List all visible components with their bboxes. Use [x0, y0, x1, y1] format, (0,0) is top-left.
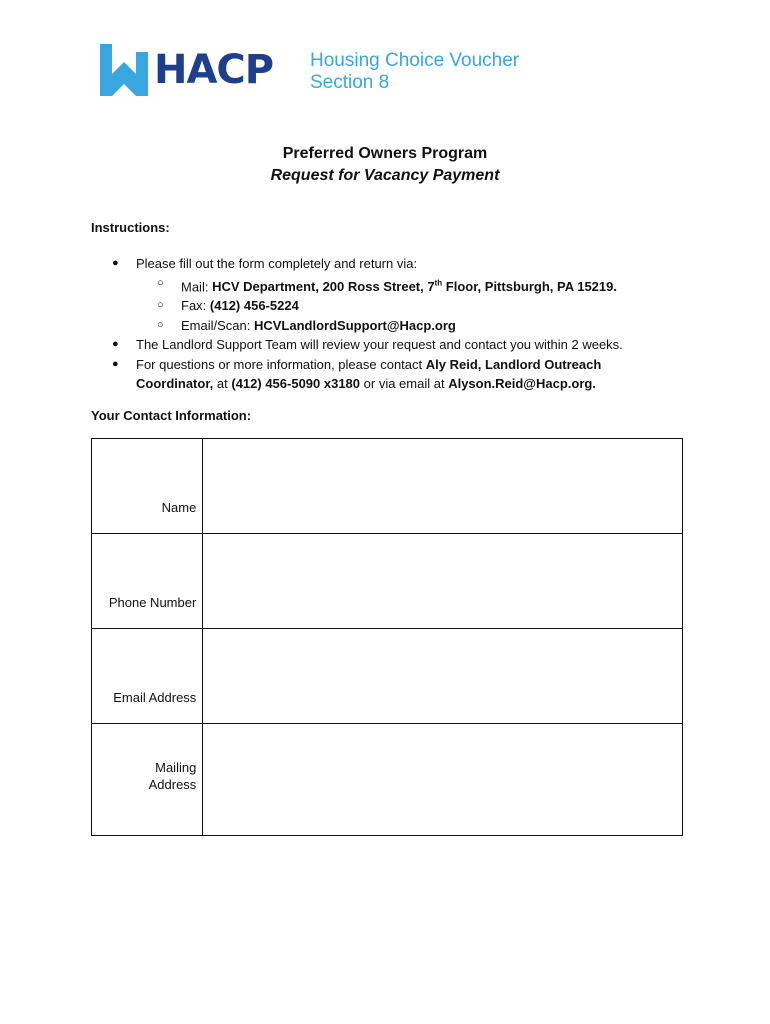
contact-phone: (412) 456-5090 x3180: [231, 376, 361, 392]
phone-label: Phone Number: [92, 534, 203, 629]
table-row: [92, 534, 683, 629]
mail-address: HCV Department, 200 Ross Street, 7th Floor, Pittsburgh, PA 15219.: [212, 278, 617, 294]
email-address-label: Email Address: [92, 629, 203, 724]
instruction-return: Please fill out the form completely and return via:: [136, 256, 418, 271]
email-link[interactable]: HCVLandlordSupport@Hacp.org: [253, 317, 456, 333]
name-field[interactable]: [203, 439, 683, 534]
list-item: [136, 274, 671, 297]
title-block: [0, 143, 770, 187]
bullet-icon: ●: [112, 257, 119, 269]
list-item: [136, 316, 671, 336]
instructions-list: [91, 254, 671, 394]
name-label: Name: [92, 439, 203, 534]
page-subtitle: Request for Vacancy Payment: [270, 167, 500, 184]
instructions-heading: Instructions:: [91, 220, 170, 235]
list-item: [91, 254, 671, 335]
list-item: [136, 296, 671, 316]
list-item: [91, 335, 671, 355]
mailing-address-field[interactable]: [203, 724, 683, 836]
tagline-line2: Section 8: [310, 72, 390, 93]
contact-name: Aly Reid, Landlord Outreach Coordinator,: [136, 356, 602, 392]
circle-bullet-icon: ○: [157, 318, 164, 331]
table-row: [92, 439, 683, 534]
contact-heading: Your Contact Information:: [91, 408, 252, 423]
phone-field[interactable]: [203, 534, 683, 629]
logo-text: HACP: [154, 47, 274, 93]
email-address-field[interactable]: [203, 629, 683, 724]
list-item: ● For questions or more information, please contact Aly Reid, Landlord Outreach Coordinator, at (412) 456-5090 x3180 or via email at Alyson.Reid@Hacp.org.: [112, 356, 602, 392]
tagline: [310, 50, 519, 94]
page-title: Preferred Owners Program: [282, 145, 488, 162]
tagline-line1: Housing Choice Voucher: [310, 50, 520, 71]
mail-label: Mail:: [181, 278, 213, 294]
return-methods-list: [136, 274, 671, 336]
mailing-address-label: Mailing Address: [92, 724, 203, 836]
hacp-logo: [100, 44, 273, 96]
email-label: Email/Scan:: [181, 317, 254, 333]
table-row: [92, 629, 683, 724]
table-row: [92, 724, 683, 836]
bullet-icon: ●: [112, 357, 119, 370]
contact-info-table: [91, 438, 683, 836]
contact-email-link[interactable]: Alyson.Reid@Hacp.org.: [448, 376, 596, 392]
fax-label: Fax:: [181, 298, 210, 314]
hacp-logo-mark-icon: [100, 44, 148, 96]
instruction-review: The Landlord Support Team will review your request and contact you within 2 weeks.: [136, 337, 623, 353]
circle-bullet-icon: ○: [157, 299, 164, 312]
bullet-icon: ●: [112, 338, 119, 351]
fax-number: (412) 456-5224: [209, 298, 299, 314]
circle-bullet-icon: ○: [157, 276, 164, 289]
